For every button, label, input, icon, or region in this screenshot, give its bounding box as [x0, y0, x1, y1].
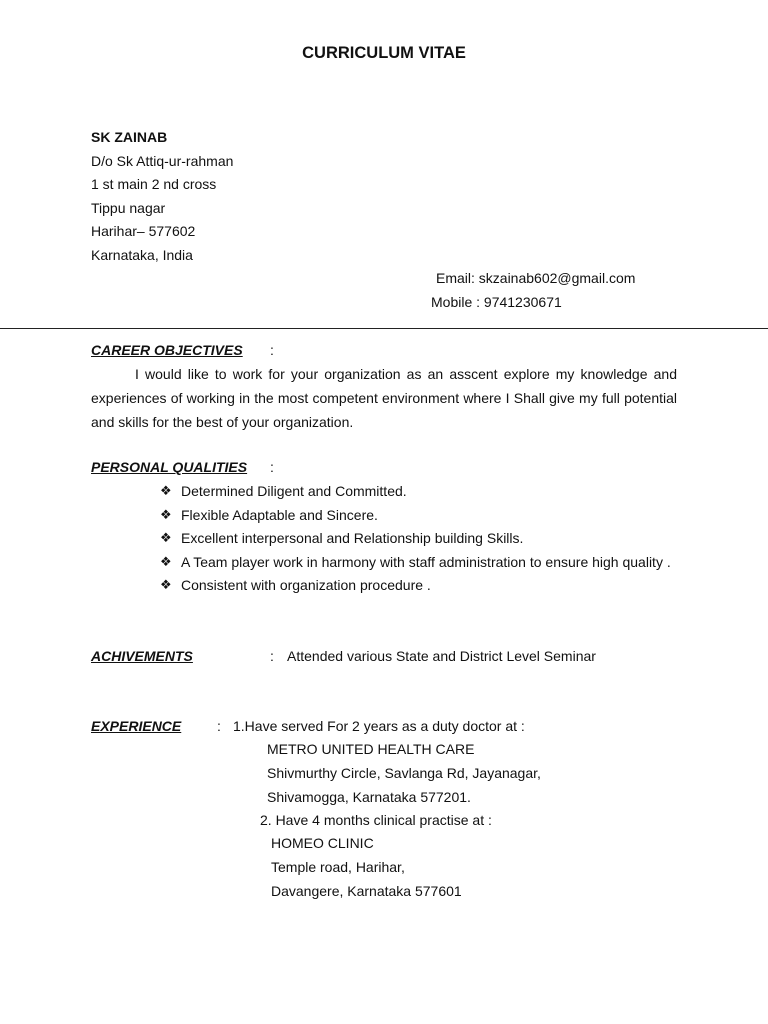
- career-objectives-text: [91, 362, 677, 434]
- list-item: ❖ Excellent interpersonal and Relationship building Skills.: [160, 527, 678, 551]
- achievements-heading: ACHIVEMENTS: [91, 648, 193, 664]
- document-title: CURRICULUM VITAE: [302, 44, 466, 62]
- experience-item-line: METRO UNITED HEALTH CARE: [267, 741, 475, 757]
- candidate-name: SK ZAINAB: [91, 129, 168, 145]
- diamond-bullet-icon: ❖: [160, 554, 172, 570]
- address-line: D/o Sk Attiq-ur-rahman: [91, 153, 234, 169]
- section-divider: [0, 328, 768, 329]
- diamond-bullet-icon: ❖: [160, 507, 172, 523]
- diamond-bullet-icon: ❖: [160, 578, 172, 593]
- personal-qualities-colon: :: [270, 459, 274, 475]
- mobile-text: Mobile : 9741230671: [431, 294, 562, 310]
- list-item: ❖ Determined Diligent and Committed.: [160, 480, 678, 504]
- diamond-bullet-icon: ❖: [160, 484, 172, 499]
- achievements-text: Attended various State and District Level Seminar: [287, 648, 596, 664]
- list-item: ❖ Flexible Adaptable and Sincere.: [160, 504, 678, 528]
- address-line: 1 st main 2 nd cross: [91, 176, 217, 192]
- experience-item-line: Temple road, Harihar,: [271, 859, 405, 875]
- experience-item-line: Shivamogga, Karnataka 577201.: [267, 789, 471, 805]
- achievements-colon: :: [270, 648, 274, 664]
- experience-item-line: Shivmurthy Circle, Savlanga Rd, Jayanagar,: [267, 765, 541, 781]
- email-text: Email: skzainab602@gmail.com: [436, 270, 636, 286]
- career-objectives-colon: :: [270, 342, 274, 358]
- list-item: ❖ Consistent with organization procedure .: [160, 574, 678, 598]
- experience-item-title: 2. Have 4 months clinical practise at :: [260, 812, 492, 828]
- personal-qualities-heading: PERSONAL QUALITIES: [91, 459, 248, 475]
- experience-item-line: Davangere, Karnataka 577601: [271, 883, 462, 899]
- personal-qualities-list: [160, 480, 678, 598]
- experience-heading: EXPERIENCE: [91, 718, 182, 734]
- career-objectives-body: I would like to work for your organization as an asscent explore my knowledge and experiences of working in the most competent environment where I Shall give my full potential and skills for the best of your organization.: [91, 366, 677, 430]
- experience-item-line: HOMEO CLINIC: [271, 835, 374, 851]
- address-line: Karnataka, India: [91, 247, 193, 263]
- list-item: ❖ A Team player work in harmony with staff administration to ensure high quality .: [160, 551, 678, 575]
- experience-colon: :: [217, 718, 221, 734]
- diamond-bullet-icon: ❖: [160, 531, 172, 546]
- address-line: Harihar– 577602: [91, 223, 196, 239]
- address-line: Tippu nagar: [91, 200, 166, 216]
- experience-item-title: 1.Have served For 2 years as a duty doctor at :: [233, 718, 525, 734]
- career-objectives-heading: CAREER OBJECTIVES: [91, 342, 243, 358]
